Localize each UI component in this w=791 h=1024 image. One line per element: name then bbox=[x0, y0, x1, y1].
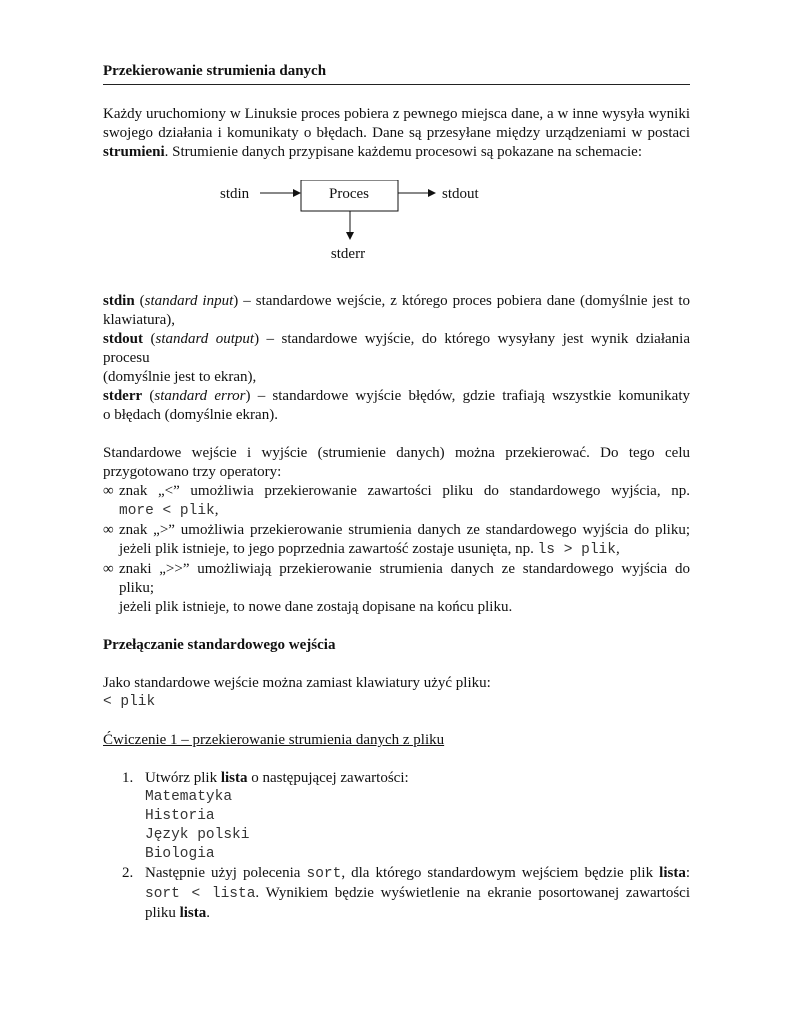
stdout-label: stdout bbox=[442, 186, 479, 202]
code-snippet: ls > plik bbox=[537, 542, 616, 558]
file-contents bbox=[145, 788, 690, 864]
intro-rest: . Strumienie danych przypisane każdemu procesowi są pokazane na schemacie: bbox=[164, 144, 642, 160]
code-snippet: sort bbox=[306, 866, 342, 882]
definition-term: stdin bbox=[103, 293, 135, 309]
code-snippet: sort < lista bbox=[145, 886, 256, 902]
exercise-step: 2. Następnie użyj polecenia sort, dla którego standardowym wejściem będzie plik lista: sort < lista. Wynikiem będzie wyświetlenie na ekranie posortowanej zawartości pliku lista. bbox=[122, 865, 691, 921]
stream-diagram bbox=[103, 180, 690, 292]
code-snippet: more < plik bbox=[119, 503, 215, 519]
definition-stdout: stdout (standard output) – standardowe wyjście, do którego wysyłany jest wynik działania procesu (domyślnie jest to ekran), bbox=[103, 331, 690, 385]
infinity-bullet-icon: ∞ bbox=[103, 483, 114, 499]
step-number: 1. bbox=[122, 770, 134, 786]
section-text: Jako standardowe wejście można zamiast klawiatury użyć pliku: bbox=[103, 675, 491, 691]
step-number: 2. bbox=[122, 865, 134, 881]
definition-term: stdout bbox=[103, 331, 144, 347]
exercise-title: Ćwiczenie 1 – przekierowanie strumienia danych z pliku bbox=[103, 732, 445, 748]
intro-line-1: Każdy uruchomiony w Linuksie proces pobiera z pewnego miejsca dane, a w inne wysyła wyniki bbox=[103, 106, 690, 122]
document-page bbox=[103, 62, 690, 923]
section-heading: Przełączanie standardowego wejścia bbox=[103, 637, 336, 653]
stderr-label: stderr bbox=[330, 246, 366, 262]
process-label: Proces bbox=[329, 186, 369, 202]
stream-diagram-svg bbox=[103, 180, 690, 292]
definition-term: stderr bbox=[103, 388, 143, 404]
operator-item: ∞ znak „>” umożliwia przekierowanie strumienia danych ze standardowego wyjścia do pliku; jeżeli plik istnieje, to jego poprzednia zawartość zostaje usunięta, np. ls > plik, bbox=[103, 522, 690, 558]
definition-stderr: stderr (standard error) – standardowe wyjście błędów, gdzie trafiają wszystkie komunikaty o błędach (domyślnie ekran). bbox=[103, 388, 691, 423]
operator-item: ∞ znak „<” umożliwia przekierowanie zawartości pliku do standardowego wyjścia, np. more < plik, bbox=[103, 483, 690, 519]
intro-line-2: swojego działania i komunikaty o błędach. Dane są przesyłane między urządzeniami w postaci bbox=[103, 125, 690, 141]
operators-intro-line-1: Standardowe wejście i wyjście (strumienie danych) można przekierować. Do tego celu bbox=[103, 445, 690, 461]
operators-intro-line-2: przygotowano trzy operatory: bbox=[103, 464, 282, 480]
intro-line-3 bbox=[103, 143, 690, 162]
exercise-step: 1. Utwórz plik lista o następującej zawartości: Matematyka Historia Język polski Biologia bbox=[103, 769, 690, 864]
section-code: < plik bbox=[103, 694, 156, 710]
operator-item: ∞ znaki „>>” umożliwiają przekierowanie strumienia danych ze standardowego wyjścia do pliku; jeżeli plik istnieje, to nowe dane zostają dopisane na końcu pliku. bbox=[103, 561, 690, 615]
intro-bold-term: strumieni bbox=[103, 144, 165, 160]
exercise-steps bbox=[103, 769, 690, 923]
code-line: Matematyka bbox=[145, 789, 233, 805]
code-line: Język polski bbox=[145, 827, 250, 843]
page-title: Przekierowanie strumienia danych bbox=[103, 62, 690, 85]
infinity-bullet-icon: ∞ bbox=[103, 561, 114, 577]
stdin-label: stdin bbox=[220, 186, 250, 202]
code-line: Biologia bbox=[145, 846, 215, 862]
infinity-bullet-icon: ∞ bbox=[103, 522, 114, 538]
code-line: Historia bbox=[145, 808, 215, 824]
definition-stdin: stdin (standard input) – standardowe wejście, z którego proces pobiera dane (domyślnie jest to klawiatura), bbox=[103, 293, 690, 328]
